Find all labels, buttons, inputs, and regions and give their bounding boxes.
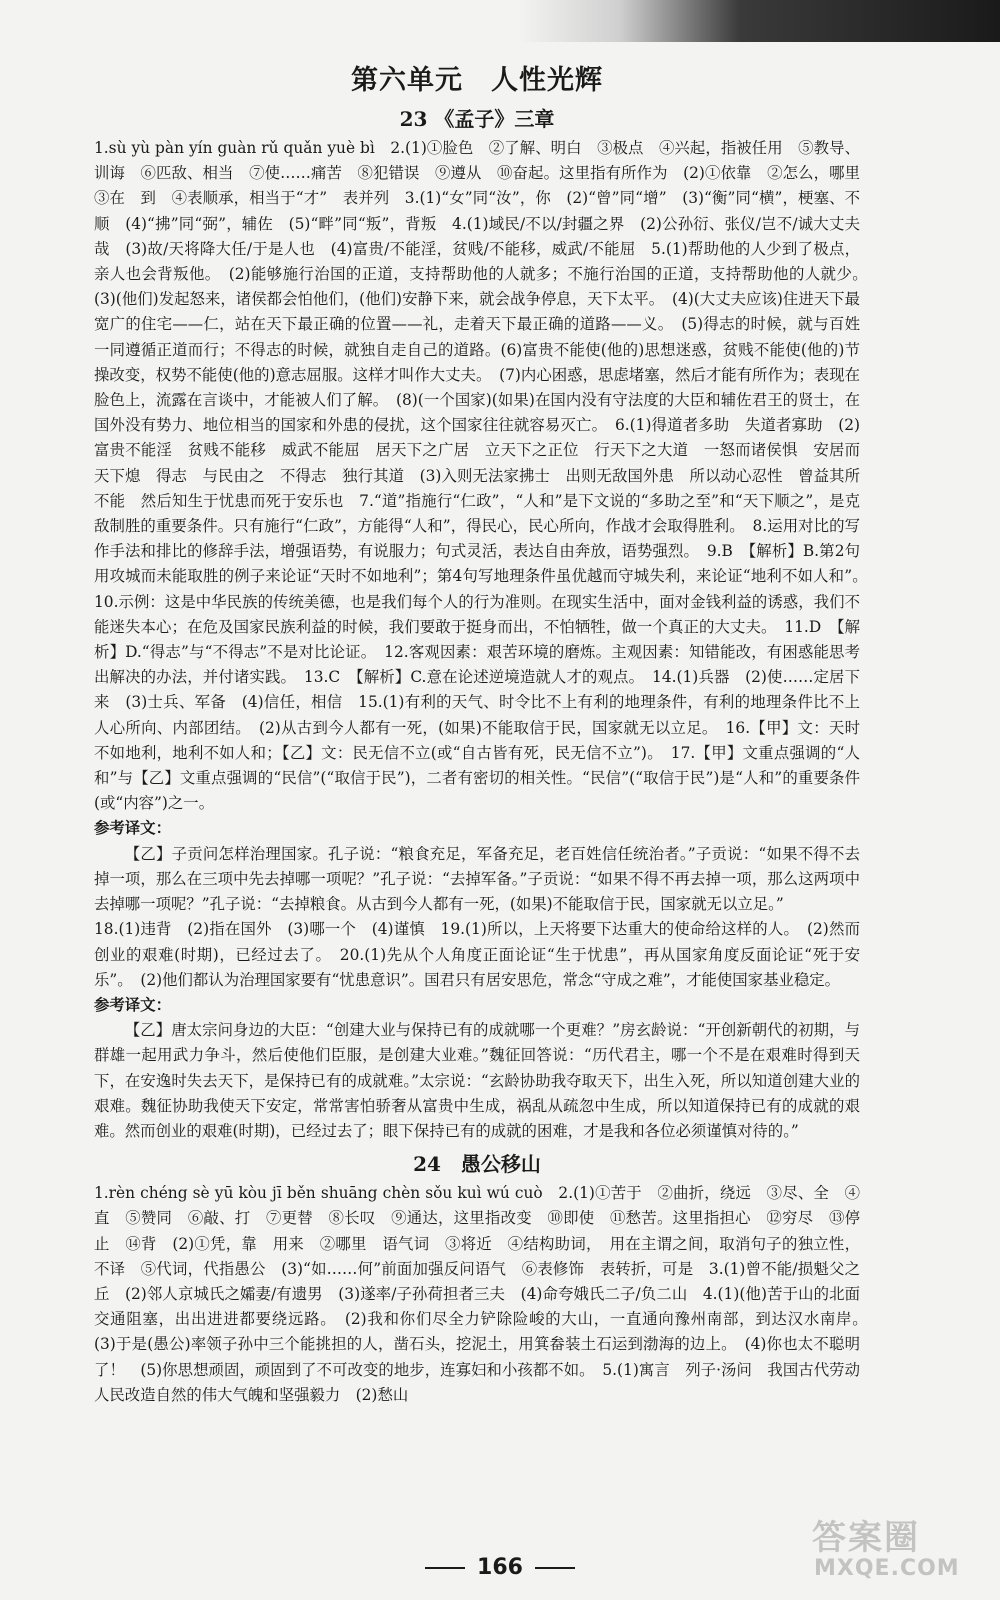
- answer-page: [94, 52, 876, 1408]
- page-number-right-dash: [535, 1567, 575, 1569]
- reference-translation-2: 【乙】唐太宗问身边的大臣：“创建大业与保持已有的成就哪一个更难？”房玄龄说：“开创新朝代的初期，与群雄一起用武力争斗，然后使他们臣服，是创建大业难。”魏征回答说：“历代君主，哪一个不是在艰难时得到天下，在安逸时失去天下，是保持已有的成就难。”太宗说：“玄龄协助我夺取天下，出生入死，所以知道创建大业的艰难。魏征协助我使天下安定，常常害怕骄奢从富贵中生成，祸乱从疏忽中生成，所以知道保持已有的成就的艰难。然而创业的艰难(时期)，已经过去了；眼下保持已有的成就的困难，才是我和各位必须谨慎对待的。”: [94, 1021, 860, 1140]
- lesson-23-answers: 1.sù yù pàn yín guàn rǔ quǎn yuè bì 2.(1)①脸色 ②了解、明白 ③极点 ④兴起，指被任用 ⑤教导、训诲 ⑥匹敌、相当 ⑦使……痛苦 ⑧犯错误 ⑨遵从 ⑩奋起。这里指有所作为 (2)①依靠 ②怎么，哪里 ③在 到 ④表顺承，相当于“才” 表并列 3.(1)“女”同“汝”，你 (2)“曾”同“增” (3)“衡”同“横”，梗塞、不顺 (4)“拂”同“弼”，辅佐 (5)“畔”同“叛”，背叛 4.(1)域民/不以/封疆之界 (2)公孙衍、张仪/岂不/诚大丈夫哉 (3)故/天将降大任/于是人也 (4)富贵/不能淫，贫贱/不能移，威武/不能屈 5.(1)帮助他的人少到了极点，亲人也会背叛他。 (2)能够施行治国的正道，支持帮助他的人就多；不施行治国的正道，支持帮助他的人就少。 (3)(他们)发起怒来，诸侯都会怕他们，(他们)安静下来，就会战争停息，天下太平。 (4)(大丈夫应该)住进天下最宽广的住宅——仁，站在天下最正确的位置——礼，走着天下最正确的道路——义。 (5)得志的时候，就与百姓一同遵循正道而行；不得志的时候，就独自走自己的道路。(6)富贵不能使(他的)思想迷惑，贫贱不能使(他的)节操改变，权势不能使(他的)意志屈服。这样才叫作大丈夫。 (7)内心困惑，思虑堵塞，然后才能有所作为；表现在脸色上，流露在言谈中，才能被人们了解。 (8)(一个国家)(如果)在国内没有守法度的大臣和辅佐君王的贤士，在国外没有势力、地位相当的国家和外患的侵扰，这个国家往往就容易灭亡。 6.(1)得道者多助 失道者寡助 (2)富贵不能淫 贫贱不能移 威武不能屈 居天下之广居 立天下之正位 行天下之大道 一怒而诸侯惧 安居而天下熄 得志 与民由之 不得志 独行其道 (3)入则无法家拂士 出则无敌国外患 所以动心忍性 曾益其所不能 然后知生于忧患而死于安乐也 7.“道”指施行“仁政”，“人和”是下文说的“多助之至”和“天下顺之”，是克敌制胜的重要条件。只有施行“仁政”，方能得“人和”，得民心，民心所向，作战才会取得胜利。 8.运用对比的写作手法和排比的修辞手法，增强语势，有说服力；句式灵活，表达自由奔放，语势强烈。 9.B 【解析】B.第2句用攻城而未能取胜的例子来论证“天时不如地利”；第4句写地理条件虽优越而守城失利，来论证“地利不如人和”。 10.示例：这是中华民族的传统美德，也是我们每个人的行为准则。在现实生活中，面对金钱利益的诱惑，我们不能迷失本心；在危及国家民族利益的时候，我们要敢于挺身而出，不怕牺牲，做一个真正的大丈夫。 11.D 【解析】D.“得志”与“不得志”不是对比论证。 12.客观因素：艰苦环境的磨炼。主观因素：知错能改，有困惑能思考出解决的办法，并付诸实践。 13.C 【解析】C.意在论述逆境造就人才的观点。 14.(1)兵器 (2)使……定居下来 (3)士兵、军备 (4)信任，相信 15.(1)有利的天气、时令比不上有利的地理条件，有利的地理条件比不上人心所向、内部团结。 (2)从古到今人都有一死，(如果)不能取信于民，国家就无以立足。 16.【甲】文：天时不如地利，地利不如人和；【乙】文：民无信不立(或“自古皆有死，民无信不立”)。 17.【甲】文重点强调的“人和”与【乙】文重点强调的“民信”(“取信于民”)，二者有密切的相关性。“民信”(“取信于民”)是“人和”的重要条件(或“内容”)之一。: [94, 139, 876, 813]
- unit-title: 第六单元 人性光辉: [351, 65, 603, 96]
- watermark-url: MXQE.COM: [814, 1556, 960, 1581]
- reference-translation-label-1: 参考译文：: [94, 819, 171, 838]
- lesson-23-answers-continued: 18.(1)违背 (2)指在国外 (3)哪一个 (4)谨慎 19.(1)所以，上天将要下达重大的使命给这样的人。 (2)然而创业的艰难(时期)，已经过去了。 20.(1)先从个人角度正面论证“生于忧患”，再从国家角度反面论证“死于安乐”。 (2)他们都认为治理国家要有“忧患意识”。国君只有居安思危，常念“守成之难”，才能使国家基业稳定。: [94, 920, 860, 989]
- page-number-value: 166: [477, 1555, 523, 1580]
- lesson-23-title: 23 《孟子》三章: [399, 107, 555, 131]
- lesson-24-answers: 1.rèn chéng sè yū kòu jī běn shuāng chèn sǒu kuì wú cuò 2.(1)①苦于 ②曲折，绕远 ③尽、全 ④直 ⑤赞同 ⑥敲、打 ⑦更替 ⑧长叹 ⑨通达，这里指改变 ⑩即使 ⑪愁苦。这里指担心 ⑫穷尽 ⑬停止 ⑭背 (2)①凭，靠 用来 ②哪里 语气词 ③将近 ④结构助词， 用在主谓之间，取消句子的独立性，不译 ⑤代词，代指愚公 (3)“如……何”前面加强反问语气 ⑥表修饰 表转折，可是 3.(1)曾不能/损魁父之丘 (2)邻人京城氏之孀妻/有遗男 (3)遂率/子孙荷担者三夫 (4)命夸娥氏二子/负二山 4.(1)(他)苦于山的北面交通阻塞，出出进进都要绕远路。 (2)我和你们尽全力铲除险峻的大山，一直通向豫州南部，到达汉水南岸。 (3)于是(愚公)率领子孙中三个能挑担的人，凿石头，挖泥土，用箕畚装土石运到渤海的边上。 (4)你也太不聪明了！ (5)你思想顽固，顽固到了不可改变的地步，连寡妇和小孩都不如。 5.(1)寓言 列子·汤问 我国古代劳动人民改造自然的伟大气魄和坚强毅力 (2)愁山: [94, 1184, 876, 1404]
- reference-translation-1: 【乙】子贡问怎样治理国家。孔子说：“粮食充足，军备充足，老百姓信任统治者。”子贡说：“如果不得不去掉一项，那么在三项中先去掉哪一项呢？”孔子说：“去掉军备。”子贡说：“如果不得不再去掉一项，那么这两项中去掉哪一项呢？”孔子说：“去掉粮食。从古到今人都有一死，(如果)不能取信于民，国家就无以立足。”: [94, 844, 860, 914]
- top-scan-shadow: [0, 0, 1000, 42]
- watermark-logo: [792, 1506, 982, 1586]
- reference-translation-label-2: 参考译文：: [94, 995, 171, 1014]
- watermark-text: 答案圈: [812, 1518, 920, 1558]
- lesson-24-title: 24 愚公移山: [413, 1152, 541, 1177]
- page-number-left-dash: [425, 1567, 465, 1569]
